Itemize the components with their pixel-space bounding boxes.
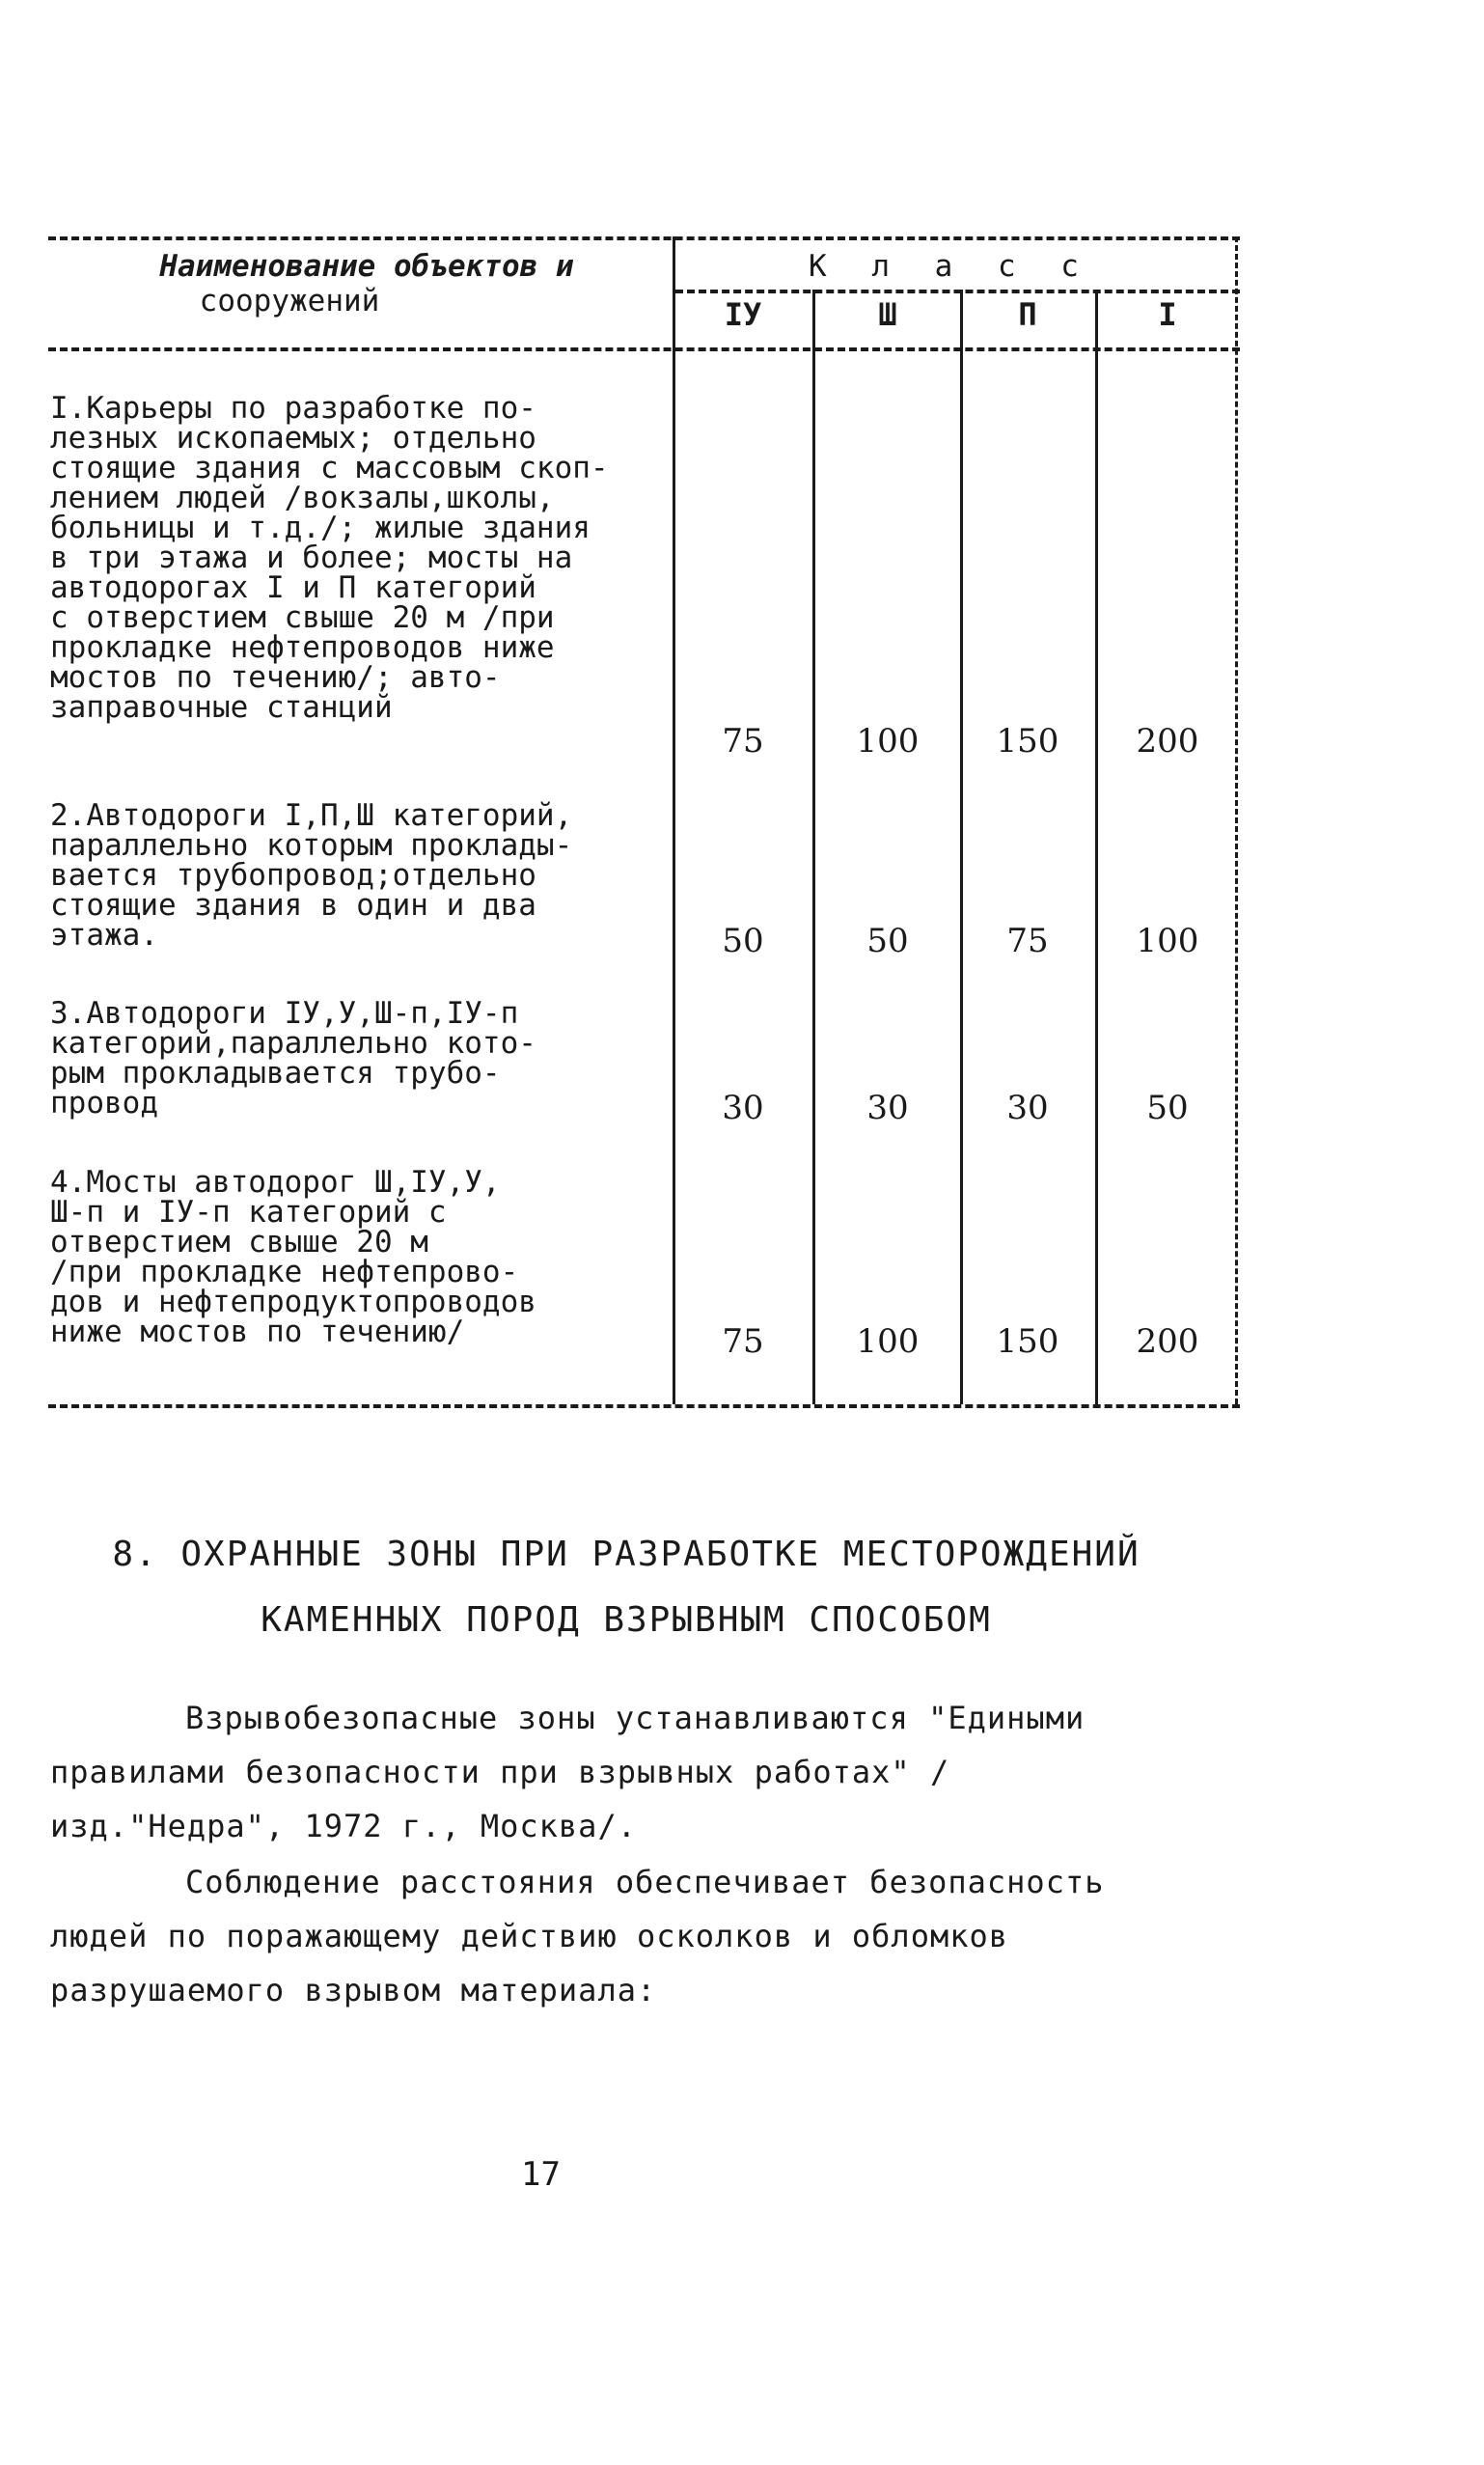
- name-column-divider: [673, 236, 675, 1404]
- header-name-line2: сооружений: [199, 284, 380, 319]
- row-4-value-sh: 100: [856, 1322, 920, 1361]
- row-2-value-p: 75: [1006, 922, 1049, 960]
- column-divider-1: [812, 290, 815, 1404]
- header-object-name: [68, 249, 666, 319]
- paragraph-1: Взрывобезопасные зоны устанавливаются "Едиными правилами безопасности при взрывных работах" /изд."Недра", 1972 г., Москва/.: [50, 1700, 1086, 1844]
- column-divider-2: [960, 290, 963, 1404]
- table-row-4-text: 4.Мосты автодорог Ш,IУ,У, Ш-п и IУ-п категорий с отверстием свыше 20 м /при прокладке нефтепрово- дов и нефтепродуктопроводов ниже мостов по течению/: [50, 1165, 536, 1349]
- row-1-value-i: 200: [1136, 722, 1199, 761]
- class-rule: [675, 290, 1240, 293]
- row-3-value-p: 30: [1006, 1089, 1049, 1127]
- table-right-border: [1235, 236, 1238, 1404]
- row-2-value-i: 100: [1136, 922, 1199, 960]
- row-3-value-sh: 30: [866, 1089, 909, 1127]
- row-4-value-iu: 75: [722, 1322, 764, 1361]
- page-number: 17: [521, 2155, 561, 2194]
- section-title-line1: 8. ОХРАННЫЕ ЗОНЫ ПРИ РАЗРАБОТКЕ МЕСТОРОЖДЕНИЙ: [112, 1535, 1140, 1574]
- column-header-p: П: [1018, 296, 1037, 333]
- table-row-2-text: 2.Автодороги I,П,Ш категорий, параллельно которым проклады- вается трубопровод;отдельно стоящие здания в один и два этажа.: [50, 798, 573, 953]
- row-3-value-iu: 30: [722, 1089, 764, 1127]
- row-1-value-p: 150: [996, 722, 1059, 761]
- header-name-line1: Наименование объектов и: [159, 249, 574, 284]
- row-4-value-i: 200: [1136, 1322, 1199, 1361]
- column-header-i: I: [1158, 296, 1177, 333]
- header-bottom-rule: [48, 347, 1240, 351]
- column-header-iu: IУ: [724, 296, 762, 333]
- table-row-3-text: 3.Автодороги IУ,У,Ш-п,IУ-п категорий,параллельно кото- рым прокладывается трубо- провод: [50, 996, 536, 1121]
- row-4-value-p: 150: [996, 1322, 1059, 1361]
- section-title-line2: КАМЕННЫХ ПОРОД ВЗРЫВНЫМ СПОСОБОМ: [261, 1600, 992, 1640]
- row-1-value-sh: 100: [856, 722, 920, 761]
- column-header-sh: Ш: [878, 296, 897, 333]
- row-3-value-i: 50: [1146, 1089, 1189, 1127]
- row-1-value-iu: 75: [722, 722, 764, 761]
- row-2-value-iu: 50: [722, 922, 764, 960]
- column-divider-3: [1095, 290, 1098, 1404]
- table-top-rule: [48, 236, 1240, 240]
- row-2-value-sh: 50: [866, 922, 909, 960]
- paragraph-2: Соблюдение расстояния обеспечивает безопасность людей по поражающему действию осколков и обломков разрушаемого взрывом материала:: [50, 1864, 1105, 2008]
- header-class-label: К л а с с: [809, 249, 1092, 284]
- table-bottom-rule: [48, 1404, 1240, 1408]
- table-row-1-text: I.Карьеры по разработке по- лезных ископаемых; отдельно стоящие здания с массовым скоп- лением людей /вокзалы,школы, больницы и т.д./; жилые здания в три этажа и более; мосты на автодорогах I и П категорий с отверстием свыше 20 м /при прокладке нефтепроводов ниже мостов по течению/; авто- заправочные станций: [50, 391, 609, 725]
